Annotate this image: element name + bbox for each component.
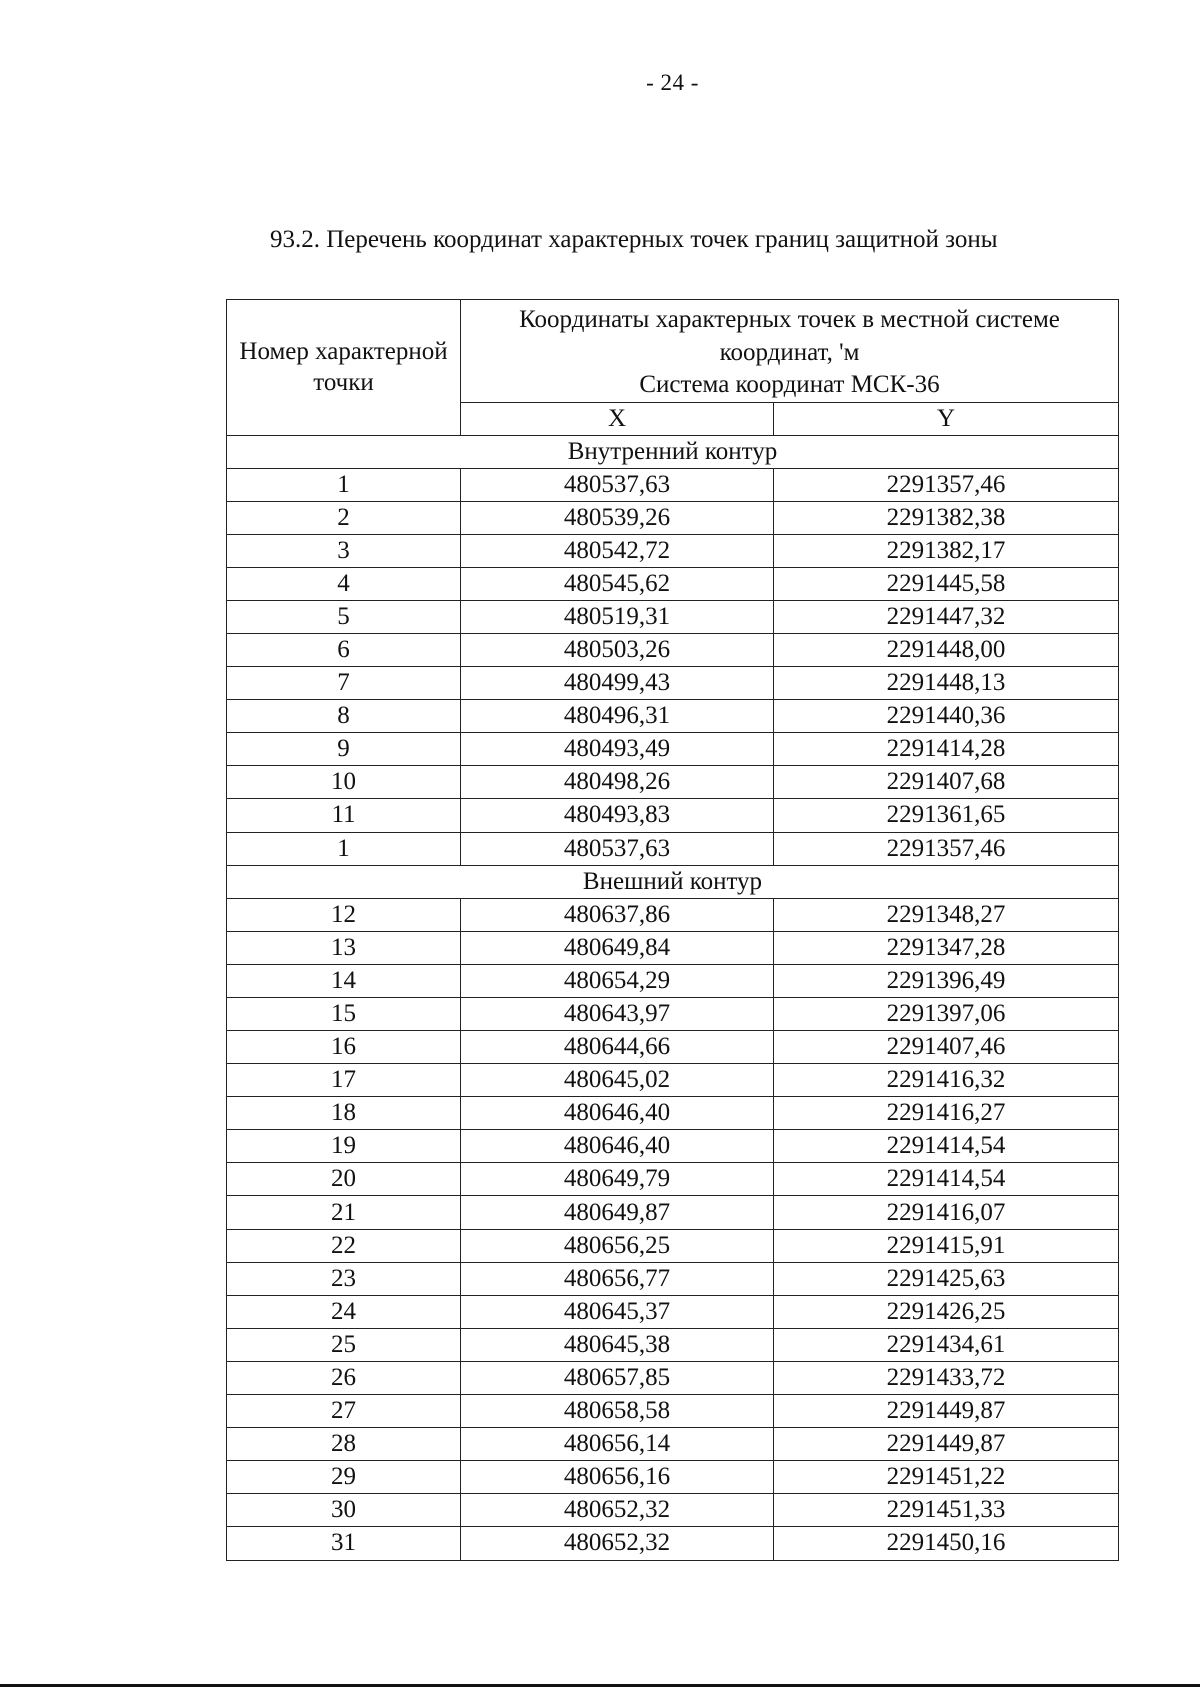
y-coordinate-cell: 2291361,65 xyxy=(774,799,1119,832)
x-coordinate-cell: 480493,49 xyxy=(461,733,774,766)
x-coordinate-cell: 480493,83 xyxy=(461,799,774,832)
point-number-cell: 21 xyxy=(227,1196,461,1229)
x-coordinate-cell: 480644,66 xyxy=(461,1031,774,1064)
y-coordinate-cell: 2291348,27 xyxy=(774,898,1119,931)
table-row xyxy=(227,1527,1119,1560)
x-coordinate-cell: 480657,85 xyxy=(461,1361,774,1394)
y-coordinate-cell: 2291434,61 xyxy=(774,1328,1119,1361)
y-coordinate-cell: 2291449,87 xyxy=(774,1428,1119,1461)
x-coordinate-cell: 480652,32 xyxy=(461,1527,774,1560)
y-coordinate-cell: 2291407,46 xyxy=(774,1031,1119,1064)
point-number-cell: 1 xyxy=(227,468,461,501)
table-row xyxy=(227,600,1119,633)
y-coordinate-cell: 2291449,87 xyxy=(774,1395,1119,1428)
table-row xyxy=(227,1229,1119,1262)
x-coordinate-cell: 480499,43 xyxy=(461,667,774,700)
x-coordinate-cell: 480645,02 xyxy=(461,1064,774,1097)
header-coordinates-line1: Координаты характерных точек в местной системе xyxy=(519,306,1060,333)
point-number-cell: 29 xyxy=(227,1461,461,1494)
x-coordinate-cell: 480649,79 xyxy=(461,1163,774,1196)
point-number-cell: 7 xyxy=(227,667,461,700)
x-coordinate-cell: 480503,26 xyxy=(461,633,774,666)
header-coordinates-line3: Система координат МСК-36 xyxy=(639,371,940,398)
section-row xyxy=(227,435,1119,468)
table-row xyxy=(227,1494,1119,1527)
table-row xyxy=(227,832,1119,865)
table-row xyxy=(227,931,1119,964)
table-row xyxy=(227,1395,1119,1428)
table-row xyxy=(227,1361,1119,1394)
y-coordinate-cell: 2291357,46 xyxy=(774,832,1119,865)
y-coordinate-cell: 2291447,32 xyxy=(774,600,1119,633)
table-row xyxy=(227,1031,1119,1064)
x-coordinate-cell: 480645,38 xyxy=(461,1328,774,1361)
x-coordinate-cell: 480654,29 xyxy=(461,964,774,997)
x-coordinate-cell: 480643,97 xyxy=(461,997,774,1030)
table-body xyxy=(227,435,1119,1560)
y-coordinate-cell: 2291416,32 xyxy=(774,1064,1119,1097)
x-coordinate-cell: 480645,37 xyxy=(461,1295,774,1328)
table-row xyxy=(227,1428,1119,1461)
point-number-cell: 27 xyxy=(227,1395,461,1428)
table-row xyxy=(227,733,1119,766)
point-number-cell: 28 xyxy=(227,1428,461,1461)
table-row xyxy=(227,997,1119,1030)
section-title-cell: Внешний контур xyxy=(227,865,1119,898)
point-number-cell: 2 xyxy=(227,501,461,534)
y-coordinate-cell: 2291416,07 xyxy=(774,1196,1119,1229)
x-coordinate-cell: 480656,25 xyxy=(461,1229,774,1262)
table-row xyxy=(227,898,1119,931)
point-number-cell: 12 xyxy=(227,898,461,931)
table-row xyxy=(227,799,1119,832)
point-number-cell: 18 xyxy=(227,1097,461,1130)
y-coordinate-cell: 2291382,38 xyxy=(774,501,1119,534)
y-coordinate-cell: 2291416,27 xyxy=(774,1097,1119,1130)
page-number: - 24 - xyxy=(646,70,699,95)
table-row xyxy=(227,1064,1119,1097)
y-coordinate-cell: 2291396,49 xyxy=(774,964,1119,997)
y-coordinate-cell: 2291426,25 xyxy=(774,1295,1119,1328)
x-coordinate-cell: 480646,40 xyxy=(461,1097,774,1130)
y-coordinate-cell: 2291448,00 xyxy=(774,633,1119,666)
point-number-cell: 23 xyxy=(227,1262,461,1295)
point-number-cell: 9 xyxy=(227,733,461,766)
x-coordinate-cell: 480646,40 xyxy=(461,1130,774,1163)
table-row xyxy=(227,1097,1119,1130)
y-coordinate-cell: 2291415,91 xyxy=(774,1229,1119,1262)
point-number-cell: 6 xyxy=(227,633,461,666)
x-coordinate-cell: 480649,84 xyxy=(461,931,774,964)
x-coordinate-cell: 480496,31 xyxy=(461,700,774,733)
x-coordinate-cell: 480537,63 xyxy=(461,468,774,501)
y-coordinate-cell: 2291440,36 xyxy=(774,700,1119,733)
x-coordinate-cell: 480545,62 xyxy=(461,567,774,600)
x-coordinate-cell: 480498,26 xyxy=(461,766,774,799)
point-number-cell: 24 xyxy=(227,1295,461,1328)
y-coordinate-cell: 2291451,22 xyxy=(774,1461,1119,1494)
y-coordinate-cell: 2291414,54 xyxy=(774,1130,1119,1163)
y-coordinate-cell: 2291397,06 xyxy=(774,997,1119,1030)
point-number-cell: 4 xyxy=(227,567,461,600)
table-row xyxy=(227,1295,1119,1328)
header-y: Y xyxy=(774,402,1119,435)
section-title-cell: Внутренний контур xyxy=(227,435,1119,468)
table-row xyxy=(227,1130,1119,1163)
x-coordinate-cell: 480649,87 xyxy=(461,1196,774,1229)
header-x: X xyxy=(461,402,774,435)
coordinates-table xyxy=(226,299,1119,1561)
header-point-number: Номер характерной точки xyxy=(227,300,461,436)
table-row xyxy=(227,1461,1119,1494)
y-coordinate-cell: 2291407,68 xyxy=(774,766,1119,799)
y-coordinate-cell: 2291414,54 xyxy=(774,1163,1119,1196)
point-number-cell: 3 xyxy=(227,534,461,567)
table-row xyxy=(227,633,1119,666)
x-coordinate-cell: 480519,31 xyxy=(461,600,774,633)
table-row xyxy=(227,534,1119,567)
table-row xyxy=(227,667,1119,700)
table-row xyxy=(227,1328,1119,1361)
x-coordinate-cell: 480656,77 xyxy=(461,1262,774,1295)
table-row xyxy=(227,1262,1119,1295)
point-number-cell: 1 xyxy=(227,832,461,865)
y-coordinate-cell: 2291414,28 xyxy=(774,733,1119,766)
point-number-cell: 17 xyxy=(227,1064,461,1097)
y-coordinate-cell: 2291425,63 xyxy=(774,1262,1119,1295)
point-number-cell: 14 xyxy=(227,964,461,997)
table-row xyxy=(227,700,1119,733)
point-number-cell: 31 xyxy=(227,1527,461,1560)
table-header xyxy=(227,300,1119,436)
table-row xyxy=(227,1196,1119,1229)
y-coordinate-cell: 2291357,46 xyxy=(774,468,1119,501)
point-number-cell: 13 xyxy=(227,931,461,964)
y-coordinate-cell: 2291451,33 xyxy=(774,1494,1119,1527)
header-coordinates-line2: координат, 'м xyxy=(719,338,860,366)
point-number-cell: 16 xyxy=(227,1031,461,1064)
y-coordinate-cell: 2291347,28 xyxy=(774,931,1119,964)
point-number-cell: 22 xyxy=(227,1229,461,1262)
table-row xyxy=(227,567,1119,600)
table-row xyxy=(227,468,1119,501)
x-coordinate-cell: 480637,86 xyxy=(461,898,774,931)
table-row xyxy=(227,964,1119,997)
x-coordinate-cell: 480537,63 xyxy=(461,832,774,865)
table-row xyxy=(227,1163,1119,1196)
y-coordinate-cell: 2291445,58 xyxy=(774,567,1119,600)
x-coordinate-cell: 480652,32 xyxy=(461,1494,774,1527)
point-number-cell: 15 xyxy=(227,997,461,1030)
y-coordinate-cell: 2291382,17 xyxy=(774,534,1119,567)
point-number-cell: 25 xyxy=(227,1328,461,1361)
table-row xyxy=(227,501,1119,534)
header-coordinates xyxy=(461,300,1119,403)
point-number-cell: 8 xyxy=(227,700,461,733)
point-number-cell: 10 xyxy=(227,766,461,799)
section-row xyxy=(227,865,1119,898)
x-coordinate-cell: 480658,58 xyxy=(461,1395,774,1428)
table-row xyxy=(227,766,1119,799)
point-number-cell: 26 xyxy=(227,1361,461,1394)
bottom-rule xyxy=(0,1684,1200,1687)
section-title: 93.2. Перечень координат характерных точек границ защитной зоны xyxy=(270,226,998,253)
y-coordinate-cell: 2291450,16 xyxy=(774,1527,1119,1560)
point-number-cell: 30 xyxy=(227,1494,461,1527)
point-number-cell: 5 xyxy=(227,600,461,633)
point-number-cell: 11 xyxy=(227,799,461,832)
x-coordinate-cell: 480656,14 xyxy=(461,1428,774,1461)
point-number-cell: 20 xyxy=(227,1163,461,1196)
y-coordinate-cell: 2291433,72 xyxy=(774,1361,1119,1394)
x-coordinate-cell: 480539,26 xyxy=(461,501,774,534)
point-number-cell: 19 xyxy=(227,1130,461,1163)
y-coordinate-cell: 2291448,13 xyxy=(774,667,1119,700)
x-coordinate-cell: 480656,16 xyxy=(461,1461,774,1494)
x-coordinate-cell: 480542,72 xyxy=(461,534,774,567)
